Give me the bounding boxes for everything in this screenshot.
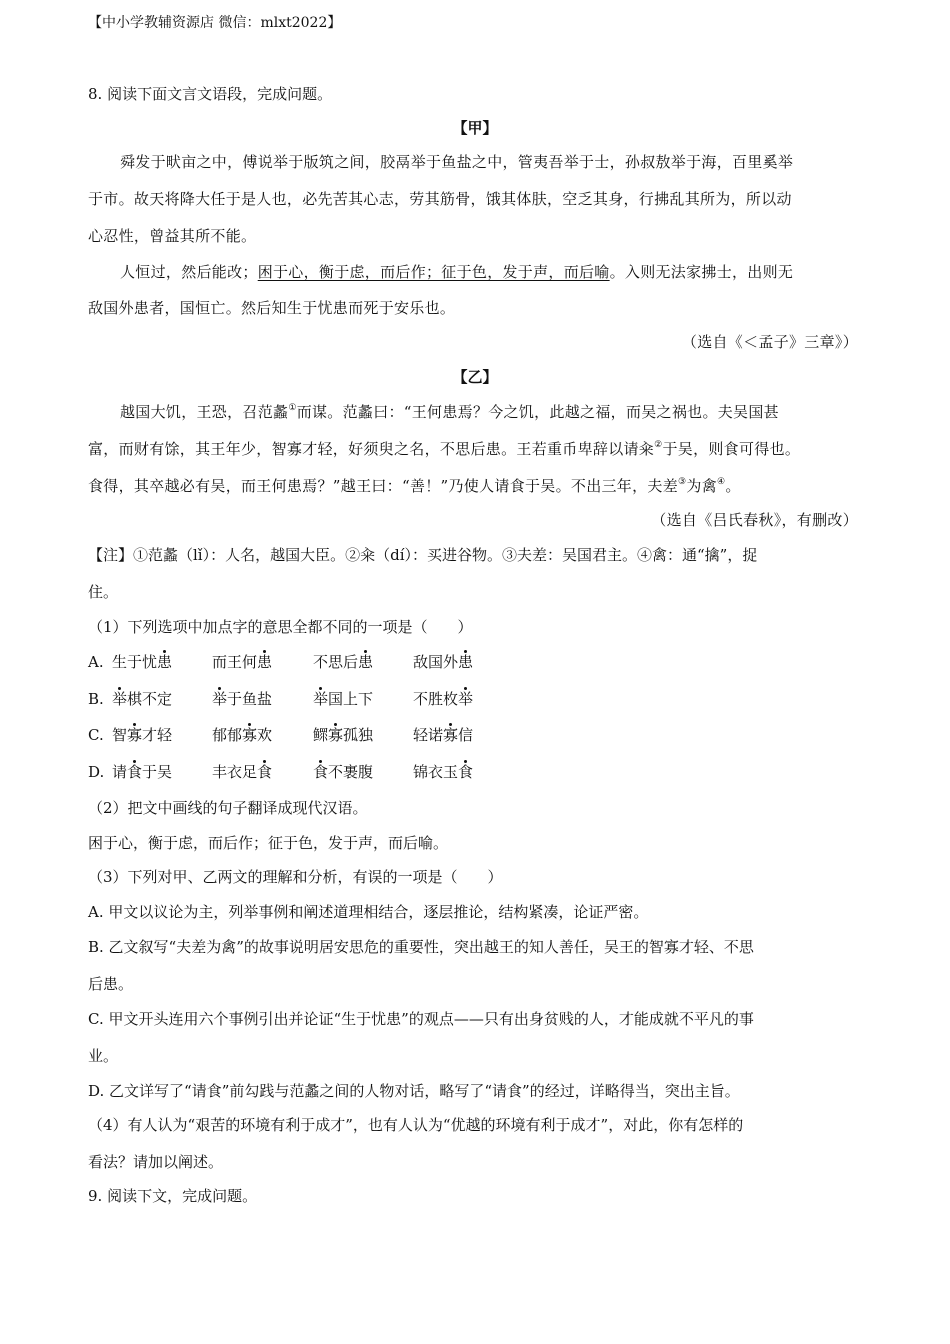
question-8-title: 8. 阅读下面文言文语段，完成问题。 (88, 85, 333, 103)
dotted-char: 患 (358, 653, 374, 671)
option-item-pre: 不思后 (313, 653, 359, 671)
option-letter: D. (88, 763, 105, 781)
dotted-char: 食 (458, 763, 474, 781)
dotted-char: 食 (313, 763, 329, 781)
option-item-post: 孤独 (343, 726, 374, 744)
option-item-pre: 郁郁 (212, 726, 243, 744)
option-item (413, 652, 473, 672)
option-item (413, 725, 473, 745)
option-item-pre: 丰衣足 (212, 763, 258, 781)
note-ref-1: ① (288, 403, 297, 413)
dotted-char: 寡 (127, 726, 143, 744)
note-ref-2: ② (654, 440, 663, 450)
sub-question-1-stem: （1）下列选项中加点字的意思全都不同的一项是（ ） (88, 618, 473, 636)
sub-question-2-sentence: 困于心，衡于虑，而后作；征于色，发于声，而后喻。 (88, 834, 449, 852)
dotted-char: 举 (458, 690, 474, 708)
option-item-pre: 锦衣玉 (413, 763, 459, 781)
underlined-sentence: 困于心，衡于虑，而后作；征于色，发于声，而后喻 (257, 263, 610, 281)
option-item (212, 689, 272, 709)
question-9-title: 9. 阅读下文，完成问题。 (88, 1187, 258, 1205)
option-letter: C. (88, 726, 104, 744)
jia-line-2: 于市。故天将降大任于是人也，必先苦其心志，劳其筋骨，饿其体肤，空乏其身，行拂乱其所为，所以动 (88, 190, 792, 208)
dotted-char: 患 (458, 653, 474, 671)
option-item (313, 762, 373, 782)
option-item-pre: 不胜枚 (413, 690, 459, 708)
jia-line-4 (120, 262, 793, 282)
dotted-char: 患 (157, 653, 173, 671)
sub3-option-c-line-2: 业。 (88, 1047, 119, 1065)
dotted-char: 患 (257, 653, 273, 671)
yi-l1-b: 而谋。范蠡曰：“王何患焉？今之饥，此越之福，而吴之祸也。夫吴国甚 (296, 403, 779, 421)
notes-line-1: 【注】①范蠡（lǐ）：人名，越国大臣。②籴（dí）：买进谷物。③夫差：吴国君主。④禽：通“擒”，捉 (88, 546, 758, 564)
option-item (413, 762, 473, 782)
sub-question-3-stem: （3）下列对甲、乙两文的理解和分析，有误的一项是（ ） (88, 868, 503, 886)
sub3-option-a: A. 甲文以议论为主，列举事例和阐述道理相结合，逐层推论，结构紧凑，论证严密。 (88, 903, 649, 921)
jia-p2-post: 。入则无法家拂士，出则无 (609, 263, 794, 281)
option-item-pre: 生于忧 (112, 653, 158, 671)
option-item (112, 762, 172, 782)
option-item-post: 欢 (257, 726, 273, 744)
option-item-post: 才轻 (142, 726, 173, 744)
dotted-char: 举 (112, 690, 128, 708)
dotted-char: 食 (257, 763, 273, 781)
yi-line-1 (120, 402, 779, 422)
note-ref-4: ④ (717, 477, 726, 487)
option-item (112, 689, 172, 709)
dotted-char: 举 (313, 690, 329, 708)
passage-jia-heading: 【甲】 (452, 119, 498, 137)
option-item (212, 762, 272, 782)
sub3-option-b-line-1: B. 乙文叙写“夫差为禽”的故事说明居安思危的重要性，突出越王的知人善任，吴王的智寡才轻、不思 (88, 938, 754, 956)
option-item-post: 不裹腹 (328, 763, 374, 781)
dotted-char: 食 (127, 763, 143, 781)
dotted-char: 寡 (443, 726, 459, 744)
yi-l3-a: 食得，其卒越必有吴，而王何患焉？”越王曰：“善！”乃使人请食于吴。不出三年，夫差 (88, 477, 679, 495)
option-item (413, 689, 473, 709)
option-item (112, 725, 172, 745)
option-item (112, 652, 172, 672)
option-item-post: 于鱼盐 (227, 690, 273, 708)
dotted-char: 举 (212, 690, 228, 708)
sub-question-4-line-1: （4）有人认为“艰苦的环境有利于成才”，也有人认为“优越的环境有利于成才”，对此，你有怎样的 (88, 1116, 744, 1134)
option-item-pre: 轻诺 (413, 726, 444, 744)
sub-question-4-line-2: 看法？请加以阐述。 (88, 1153, 224, 1171)
option-item-post: 于吴 (142, 763, 173, 781)
option-item (212, 652, 272, 672)
option-item (313, 725, 373, 745)
yi-line-2 (88, 439, 800, 459)
option-letter: B. (88, 690, 104, 708)
option-item-pre: 智 (112, 726, 128, 744)
option-item (313, 652, 373, 672)
option-item (212, 725, 272, 745)
dotted-char: 寡 (328, 726, 344, 744)
passage-yi-heading: 【乙】 (452, 368, 498, 386)
yi-l1-a: 越国大饥，王恐，召范蠡 (120, 403, 289, 421)
option-letter: A. (88, 653, 104, 671)
option-item (313, 689, 373, 709)
yi-source: （选自《吕氏春秋》，有删改） (651, 511, 858, 529)
option-item-pre: 鳏 (313, 726, 329, 744)
option-item-post: 信 (458, 726, 474, 744)
jia-line-3: 心忍性，曾益其所不能。 (88, 227, 257, 245)
jia-line-5: 敌国外患者，国恒亡。然后知生于忧患而死于安乐也。 (88, 299, 456, 317)
jia-source: （选自《＜孟子》三章》） (681, 333, 858, 351)
jia-line-1: 舜发于畎亩之中，傅说举于版筑之间，胶鬲举于鱼盐之中，管夷吾举于士，孙叔敖举于海，百里奚举 (120, 153, 794, 171)
yi-l3-b: 为禽 (686, 477, 717, 495)
option-item-pre: 请 (112, 763, 128, 781)
sub3-option-b-line-2: 后患。 (88, 975, 134, 993)
sub3-option-d: D. 乙文详写了“请食”前勾践与范蠡之间的人物对话，略写了“请食”的经过，详略得当，突出主旨。 (88, 1082, 740, 1100)
yi-l3-c: 。 (725, 477, 741, 495)
option-item-post: 国上下 (328, 690, 374, 708)
yi-l2-b: 于吴，则食可得也。 (662, 440, 801, 458)
notes-line-2: 住。 (88, 583, 119, 601)
option-item-pre: 敌国外 (413, 653, 459, 671)
sub3-option-c-line-1: C. 甲文开头连用六个事例引出并论证“生于忧患”的观点——只有出身贫贱的人，才能成就不平凡的事 (88, 1010, 754, 1028)
yi-line-3 (88, 476, 741, 496)
option-item-post: 棋不定 (127, 690, 173, 708)
option-item-pre: 而王何 (212, 653, 258, 671)
jia-p2-pre: 人恒过，然后能改； (120, 263, 258, 281)
sub-question-2-stem: （2）把文中画线的句子翻译成现代汉语。 (88, 799, 368, 817)
page-header: 【中小学教辅资源店 微信：mlxt2022】 (88, 15, 342, 31)
note-ref-3: ③ (678, 477, 687, 487)
dotted-char: 寡 (242, 726, 258, 744)
yi-l2-a: 富，而财有馀，其王年少，智寡才轻，好须臾之名，不思后患。王若重币卑辞以请籴 (88, 440, 655, 458)
